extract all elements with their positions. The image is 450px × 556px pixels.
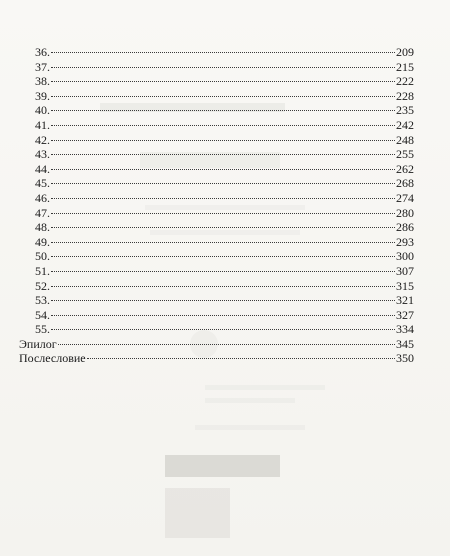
toc-entry xyxy=(16,293,414,308)
toc-entry xyxy=(16,235,414,250)
toc-entry-page-number: 248 xyxy=(396,132,414,147)
toc-entry-label: 43. xyxy=(35,147,50,162)
show-through-mark xyxy=(195,425,305,430)
show-through-mark xyxy=(165,488,230,538)
dot-leader xyxy=(51,139,395,141)
toc-entry xyxy=(16,89,414,104)
dot-leader xyxy=(51,212,395,214)
toc-entry-page-number: 255 xyxy=(396,147,414,162)
table-of-contents xyxy=(16,45,414,366)
toc-entry xyxy=(16,103,414,118)
dot-leader xyxy=(51,51,395,53)
toc-entry-label: 40. xyxy=(35,103,50,118)
toc-entry-page-number: 228 xyxy=(396,88,414,103)
toc-entry xyxy=(16,337,414,352)
toc-entry-label: 49. xyxy=(35,234,50,249)
dot-leader xyxy=(51,197,395,199)
dot-leader xyxy=(51,95,395,97)
toc-entry-label: 41. xyxy=(35,117,50,132)
toc-entry xyxy=(16,206,414,221)
toc-entry-page-number: 235 xyxy=(396,103,414,118)
toc-entry-page-number: 307 xyxy=(396,263,414,278)
dot-leader xyxy=(51,314,395,316)
toc-entry-label: Эпилог xyxy=(19,336,57,351)
toc-entry-label: 46. xyxy=(35,190,50,205)
toc-entry xyxy=(16,220,414,235)
dot-leader xyxy=(51,255,395,257)
dot-leader xyxy=(51,328,395,330)
toc-entry-page-number: 222 xyxy=(396,74,414,89)
toc-entry xyxy=(16,74,414,89)
dot-leader xyxy=(58,343,395,345)
toc-entry-label: 53. xyxy=(35,293,50,308)
show-through-mark xyxy=(165,455,280,477)
toc-entry-page-number: 293 xyxy=(396,234,414,249)
toc-entry-label: 51. xyxy=(35,263,50,278)
toc-entry-page-number: 315 xyxy=(396,278,414,293)
toc-entry xyxy=(16,351,414,366)
toc-entry-page-number: 350 xyxy=(396,351,414,366)
toc-entry-label: 39. xyxy=(35,88,50,103)
toc-entry-page-number: 327 xyxy=(396,307,414,322)
toc-entry-label: 52. xyxy=(35,278,50,293)
toc-entry-page-number: 268 xyxy=(396,176,414,191)
dot-leader xyxy=(51,182,395,184)
toc-entry-label: 42. xyxy=(35,132,50,147)
toc-entry-page-number: 321 xyxy=(396,293,414,308)
toc-entry-label: 48. xyxy=(35,220,50,235)
toc-entry xyxy=(16,133,414,148)
show-through-mark xyxy=(205,385,325,390)
toc-entry-page-number: 215 xyxy=(396,59,414,74)
toc-entry-page-number: 345 xyxy=(396,336,414,351)
toc-entry xyxy=(16,191,414,206)
toc-entry xyxy=(16,162,414,177)
toc-entry xyxy=(16,249,414,264)
toc-entry-page-number: 334 xyxy=(396,322,414,337)
show-through-mark xyxy=(205,398,295,403)
toc-entry xyxy=(16,279,414,294)
toc-entry-label: 54. xyxy=(35,307,50,322)
dot-leader xyxy=(51,80,395,82)
toc-entry xyxy=(16,308,414,323)
dot-leader xyxy=(87,357,395,359)
dot-leader xyxy=(51,153,395,155)
toc-entry xyxy=(16,176,414,191)
dot-leader xyxy=(51,241,395,243)
dot-leader xyxy=(51,299,395,301)
toc-entry xyxy=(16,45,414,60)
dot-leader xyxy=(51,168,395,170)
toc-entry-label: Послесловие xyxy=(19,351,86,366)
toc-entry-label: 47. xyxy=(35,205,50,220)
dot-leader xyxy=(51,226,395,228)
toc-entry xyxy=(16,264,414,279)
toc-entry xyxy=(16,60,414,75)
toc-entry xyxy=(16,118,414,133)
toc-entry-page-number: 274 xyxy=(396,190,414,205)
dot-leader xyxy=(51,270,395,272)
toc-entry-label: 38. xyxy=(35,74,50,89)
toc-entry-page-number: 262 xyxy=(396,161,414,176)
dot-leader xyxy=(51,66,395,68)
dot-leader xyxy=(51,109,395,111)
dot-leader xyxy=(51,285,395,287)
toc-entry-page-number: 286 xyxy=(396,220,414,235)
toc-entry xyxy=(16,147,414,162)
toc-entry-page-number: 209 xyxy=(396,45,414,59)
toc-entry-page-number: 280 xyxy=(396,205,414,220)
toc-entry-label: 36. xyxy=(35,45,50,59)
toc-entry-label: 45. xyxy=(35,176,50,191)
toc-entry-label: 44. xyxy=(35,161,50,176)
toc-entry-page-number: 300 xyxy=(396,249,414,264)
toc-entry-label: 55. xyxy=(35,322,50,337)
dot-leader xyxy=(51,124,395,126)
toc-entry xyxy=(16,322,414,337)
toc-entry-label: 50. xyxy=(35,249,50,264)
toc-entry-page-number: 242 xyxy=(396,117,414,132)
toc-entry-label: 37. xyxy=(35,59,50,74)
